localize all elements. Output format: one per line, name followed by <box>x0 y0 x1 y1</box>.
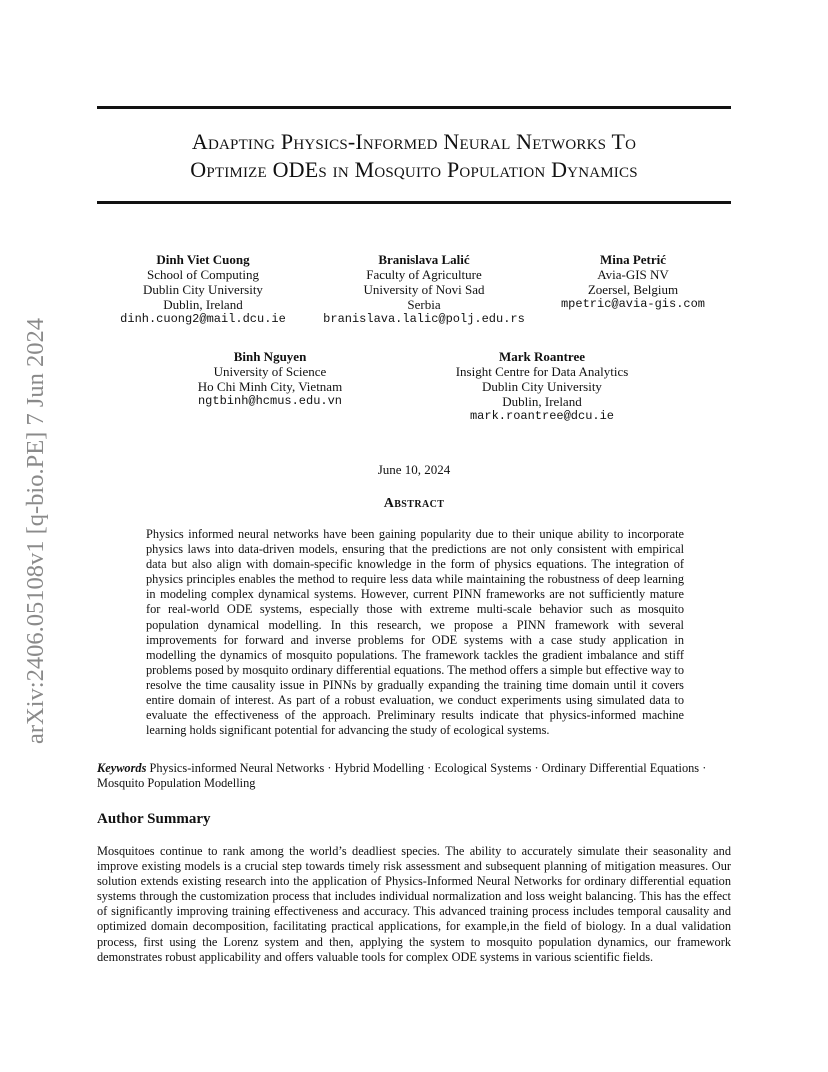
author-affiliation: School of Computing <box>147 267 259 282</box>
author-email[interactable]: mpetric@avia-gis.com <box>560 297 706 311</box>
author-affiliation: Dublin City University <box>482 379 602 394</box>
keywords-label: Keywords <box>97 761 147 775</box>
author-affiliation: Serbia <box>407 297 441 312</box>
author-block <box>318 252 530 327</box>
author-affiliation: Dublin City University <box>143 282 263 297</box>
author-block <box>548 252 718 312</box>
author-block <box>432 349 652 424</box>
author-email[interactable]: dinh.cuong2@mail.dcu.ie <box>120 312 286 326</box>
author-affiliation: Dublin, Ireland <box>502 394 582 409</box>
arxiv-stamp-text: arXiv:2406.05108v1 [q-bio.PE] 7 Jun 2024 <box>22 318 49 744</box>
author-block <box>108 252 298 327</box>
paper-date: June 10, 2024 <box>377 462 451 477</box>
author-affiliation: Faculty of Agriculture <box>366 267 482 282</box>
author-name: Branislava Lalić <box>378 252 470 267</box>
author-name: Mark Roantree <box>498 349 586 364</box>
keywords-text: Physics-informed Neural Networks · Hybrid Modelling · Ecological Systems · Ordinary Differential Equations · Mosquito Population Modelling <box>97 761 707 791</box>
abstract-text: Physics informed neural networks have been gaining popularity due to their unique ability to incorporate physics laws into data-driven models, ensuring that the predictions are not only consistent with empirical data but also align with domain-specific knowledge in the form of physics equations. The integration of physics principles enables the method to require less data while maintaining the robustness of deep learning in modeling complex dynamical systems. However, current PINN frameworks are not sufficiently mature for real-world ODE systems, especially those with extreme multi-scale behavior such as mosquito population dynamical modelling. In this research, we propose a PINN framework with several improvements for forward and inverse problems for ODE systems with a case study application in modelling the dynamics of mosquito populations. The framework tackles the gradient imbalance and stiff problems posed by mosquito ordinary differential equations. The method offers a simple but effective way to resolve the time causality issue in PINNs by gradually expanding the training time domain until it covers entire domain of interest. As part of a robust evaluation, we conduct experiments using simulated data to evaluate the effectiveness of the approach. Preliminary results indicate that physics-informed machine learning holds significant potential for advancing the study of ecological systems. <box>146 527 684 738</box>
author-summary-text: Mosquitoes continue to rank among the world’s deadliest species. The ability to accurately simulate their seasonality and improve existing models is a crucial step towards timely risk assessment and subsequent planning of mitigation measures. Our solution extends existing research into the application of Physics-Informed Neural Networks for ordinary differential equation systems through the customization process that includes individual normalization and loss weight balancing. This has the effect of significantly improving training effectiveness and accuracy. This advanced training process includes temporal causality and optimized domain decomposition, facilitating practical applications, for example,in the field of biology. In a dual validation process, first using the Lorenz system and then, applying the system to mosquito population dynamics, our framework demonstrates robust applicability and offers valuable tools for complex ODE systems in various scientific fields. <box>97 844 731 964</box>
title-bottom-rule <box>97 201 731 204</box>
author-affiliation: Avia-GIS NV <box>597 267 669 282</box>
author-email[interactable]: mark.roantree@dcu.ie <box>469 409 615 423</box>
author-name: Mina Petrić <box>599 252 667 267</box>
author-affiliation: University of Science <box>213 364 327 379</box>
author-email[interactable]: branislava.lalic@polj.edu.rs <box>323 312 525 326</box>
title-top-rule <box>97 106 731 109</box>
author-affiliation: Ho Chi Minh City, Vietnam <box>197 379 343 394</box>
paper-title-line2: Optimize ODEs in Mosquito Population Dynamics <box>190 157 638 182</box>
keywords <box>97 761 731 791</box>
paper-title <box>97 128 731 184</box>
section-heading-author-summary: Author Summary <box>97 811 211 827</box>
abstract-heading: Abstract <box>383 496 445 511</box>
author-affiliation: Insight Centre for Data Analytics <box>455 364 629 379</box>
paper-title-line1: Adapting Physics-Informed Neural Networks To <box>191 129 637 154</box>
author-name: Dinh Viet Cuong <box>156 252 250 267</box>
author-block <box>180 349 360 409</box>
author-affiliation: Dublin, Ireland <box>163 297 243 312</box>
arxiv-stamp <box>20 290 52 772</box>
author-email[interactable]: ngtbinh@hcmus.edu.vn <box>197 394 343 408</box>
author-name: Binh Nguyen <box>233 349 307 364</box>
author-affiliation: University of Novi Sad <box>363 282 485 297</box>
author-affiliation: Zoersel, Belgium <box>587 282 679 297</box>
